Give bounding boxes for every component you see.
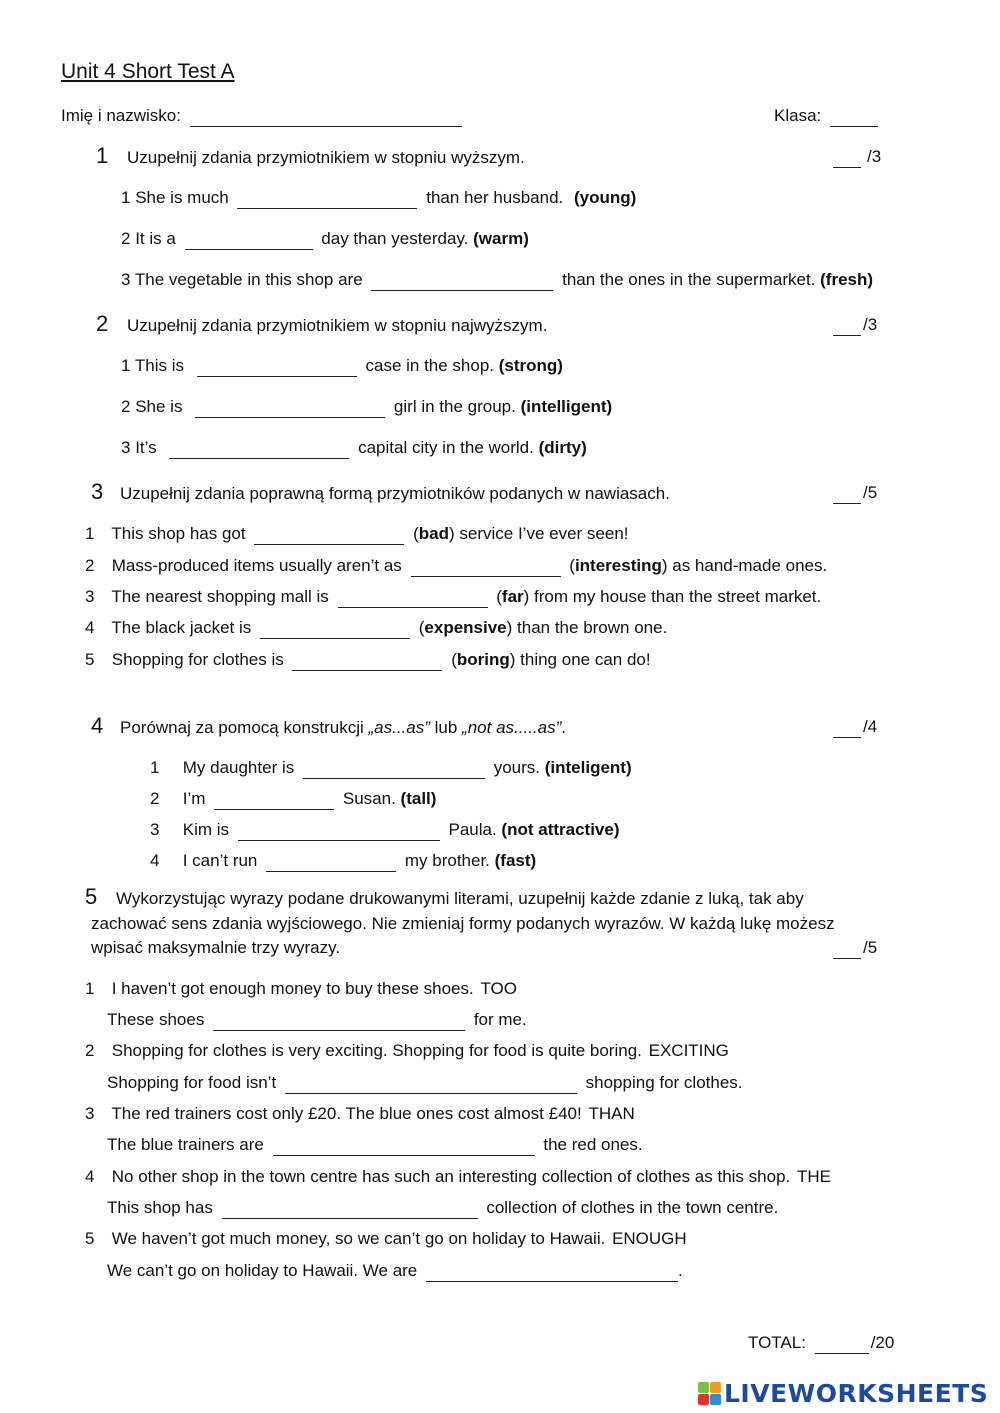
section-5-heading [85,884,804,910]
item-hint: interesting [574,556,662,575]
item-number: 4 [85,618,95,637]
class-row [774,106,882,127]
s5-item-2-sentence [85,1041,729,1061]
s5-item-1-sentence [85,979,517,999]
paren: ( [569,556,575,575]
section-number: 2 [96,311,109,336]
section-5-instruction-line-2: zachować sens zdania wyjściowego. Nie zmieniaj formy podanych wyrazów. W każdą lukę możesz [91,914,835,933]
score-input[interactable] [833,485,861,504]
item-text: She is [135,397,183,416]
section-number: 3 [91,479,104,504]
answer-input[interactable] [260,620,410,639]
item-text: She is much [135,188,229,207]
item-text: These shoes [107,1010,205,1029]
item-text: ) than the brown one. [506,618,668,637]
instruction-emphasis: „not as.....as” [462,718,562,737]
item-number: 1 [150,758,160,777]
s4-item-4 [150,851,536,872]
item-text: . [678,1261,683,1280]
s3-item-2 [85,556,827,577]
item-text: girl in the group. [393,397,516,416]
answer-input[interactable] [222,1200,478,1219]
total-max: /20 [870,1333,895,1352]
item-hint: (strong) [498,356,563,375]
answer-input[interactable] [185,231,313,250]
s5-item-5-sentence [85,1229,687,1249]
s5-item-3-sentence [85,1104,635,1124]
section-instruction: Wykorzystując wyrazy podane drukowanymi literami, uzupełnij każde zdanie z luką, tak aby [115,889,804,908]
s4-item-1 [150,758,632,779]
item-number: 3 [85,1104,95,1123]
s2-item-1 [121,356,563,377]
item-text: This shop has [107,1198,213,1217]
answer-input[interactable] [238,822,440,841]
item-text: The black jacket is [111,618,252,637]
score-input[interactable] [833,940,861,959]
answer-input[interactable] [371,272,553,291]
key-word: EXCITING [648,1041,729,1060]
total-row [748,1333,894,1354]
answer-input[interactable] [273,1137,535,1156]
score-max: /4 [863,717,878,736]
liveworksheets-logo [698,1379,988,1408]
score-input[interactable] [833,317,861,336]
key-word: THAN [588,1104,635,1123]
item-hint: far [501,587,524,606]
answer-input[interactable] [214,791,334,810]
item-text: capital city in the world. [358,438,534,457]
item-number: 4 [150,851,160,870]
item-text: It is a [135,229,176,248]
item-text: Paula. [448,820,497,839]
item-text: I can’t run [182,851,258,870]
item-hint: bad [418,524,449,543]
paren: ( [451,650,457,669]
instruction-emphasis: „as...as” [368,718,430,737]
s5-item-4-sentence [85,1167,831,1187]
score-max: /5 [863,938,878,957]
total-label: TOTAL: [748,1333,806,1352]
item-text: ) as hand-made ones. [661,556,828,575]
section-number: 4 [91,713,104,738]
s2-item-3 [121,438,587,459]
item-text: We can’t go on holiday to Hawaii. We are [107,1261,418,1280]
item-hint: (intelligent) [520,397,613,416]
item-number: 3 [121,438,131,457]
score-max: /3 [863,315,878,334]
s4-item-3 [150,820,620,841]
item-hint: (inteligent) [544,758,632,777]
item-text: ) thing one can do! [509,650,651,669]
item-hint: (not attractive) [501,820,620,839]
item-text: ) from my house than the street market. [523,587,822,606]
answer-input[interactable] [426,1263,678,1282]
s3-item-1 [85,524,629,545]
item-number: 3 [150,820,160,839]
score-max: /3 [867,147,882,166]
item-hint: boring [456,650,510,669]
section-3-score [833,483,877,504]
answer-input[interactable] [266,853,396,872]
item-number: 1 [85,979,95,998]
instruction-text: Porównaj za pomocą konstrukcji [119,718,369,737]
item-text: The vegetable in this shop are [134,270,363,289]
item-text: than her husband. [426,188,564,207]
s5-item-4-gap [107,1198,778,1219]
item-hint: (fast) [494,851,537,870]
item-text: No other shop in the town centre has such an interesting collection of clothes as this shop. [111,1167,791,1186]
section-4-heading [91,713,566,739]
item-number: 1 [121,356,131,375]
score-input[interactable] [833,149,861,168]
score-input[interactable] [833,719,861,738]
s5-item-1-gap [107,1010,527,1031]
item-text: collection of clothes in the town centre. [486,1198,779,1217]
section-instruction [120,718,566,737]
key-word: THE [796,1167,831,1186]
s1-item-3 [121,270,873,291]
s5-item-3-gap [107,1135,643,1156]
answer-input[interactable] [254,526,404,545]
s1-item-1 [121,188,636,209]
item-text: for me. [473,1010,527,1029]
item-text: Susan. [342,789,396,808]
item-text: Shopping for food isn’t [107,1073,277,1092]
section-1-score [833,147,881,168]
name-input[interactable] [190,108,462,127]
score-max: /5 [863,483,878,502]
section-4-score [833,717,877,738]
item-text: The red trainers cost only £20. The blue ones cost almost £40! [111,1104,582,1123]
section-instruction: Uzupełnij zdania przymiotnikiem w stopniu wyższym. [126,148,525,167]
section-number: 5 [85,884,98,909]
item-text: I’m [182,789,206,808]
item-number: 2 [150,789,160,808]
item-text: Shopping for clothes is very exciting. Shopping for food is quite boring. [111,1041,642,1060]
item-number: 1 [121,188,131,207]
instruction-text: . [561,718,566,737]
key-word: TOO [480,979,517,998]
s1-item-2 [121,229,529,250]
section-2-heading [96,311,547,337]
item-number: 3 [121,270,131,289]
item-number: 2 [85,1041,95,1060]
s4-item-2 [150,789,436,810]
item-hint: (fresh) [820,270,874,289]
item-text: shopping for clothes. [585,1073,743,1092]
answer-input[interactable] [338,589,488,608]
item-number: 4 [85,1167,95,1186]
page-title: Unit 4 Short Test A [61,60,235,83]
item-text: ) service I’ve ever seen! [449,524,629,543]
item-number: 2 [121,397,131,416]
key-word: ENOUGH [612,1229,687,1248]
item-text: case in the shop. [365,356,495,375]
s3-item-3 [85,587,821,608]
s3-item-5 [85,650,651,671]
item-text: The blue trainers are [107,1135,264,1154]
s5-item-2-gap [107,1073,743,1094]
item-hint: (young) [574,188,637,207]
item-number: 2 [121,229,131,248]
class-label: Klasa: [774,106,822,125]
section-2-score [833,315,877,336]
item-text: The nearest shopping mall is [111,587,329,606]
item-text: Mass-produced items usually aren’t as [111,556,402,575]
answer-input[interactable] [195,399,385,418]
item-text: than the ones in the supermarket. [562,270,816,289]
answer-input[interactable] [411,558,561,577]
name-label: Imię i nazwisko: [61,106,181,125]
name-row [61,106,466,127]
instruction-text: lub [429,718,463,737]
answer-input[interactable] [213,1012,465,1031]
item-number: 5 [85,650,95,669]
item-text: Shopping for clothes is [111,650,284,669]
section-instruction: Uzupełnij zdania przymiotnikiem w stopniu najwyższym. [126,316,548,335]
item-text: This is [134,356,185,375]
section-1-heading [96,143,525,169]
item-number: 1 [85,524,95,543]
s3-item-4 [85,618,667,639]
item-text: This shop has got [111,524,246,543]
item-hint: (warm) [473,229,529,248]
item-text: We haven’t got much money, so we can’t go on holiday to Hawaii. [111,1229,606,1248]
logo-text: LIVEWORKSHEETS [724,1379,989,1408]
answer-input[interactable] [169,440,349,459]
item-number: 2 [85,556,95,575]
item-number: 5 [85,1229,95,1248]
item-text: It’s [135,438,157,457]
s2-item-2 [121,397,612,418]
paren: ( [413,524,419,543]
item-text: I haven’t got enough money to buy these shoes. [111,979,474,998]
answer-input[interactable] [237,190,417,209]
section-5-instruction-line-3: wpisać maksymalnie trzy wyrazy. [91,938,341,957]
item-hint: expensive [424,618,507,637]
section-5-score [833,938,877,959]
section-number: 1 [96,143,109,168]
liveworksheets-logo-icon [698,1382,722,1406]
answer-input[interactable] [197,358,357,377]
item-text: day than yesterday. [321,229,469,248]
item-text: my brother. [404,851,490,870]
item-text: My daughter is [182,758,295,777]
total-input[interactable] [815,1335,869,1354]
s5-item-5-gap [107,1261,683,1282]
item-text: the red ones. [543,1135,643,1154]
item-number: 3 [85,587,95,606]
section-instruction: Uzupełnij zdania poprawną formą przymiotników podanych w nawiasach. [119,484,670,503]
paren: ( [418,618,425,637]
paren: ( [496,587,502,606]
answer-input[interactable] [303,760,485,779]
item-hint: (dirty) [538,438,587,457]
section-3-heading [91,479,670,505]
item-text: Kim is [182,820,230,839]
answer-input[interactable] [292,652,442,671]
class-input[interactable] [830,108,878,127]
answer-input[interactable] [285,1075,577,1094]
item-hint: (tall) [400,789,437,808]
item-text: yours. [493,758,540,777]
